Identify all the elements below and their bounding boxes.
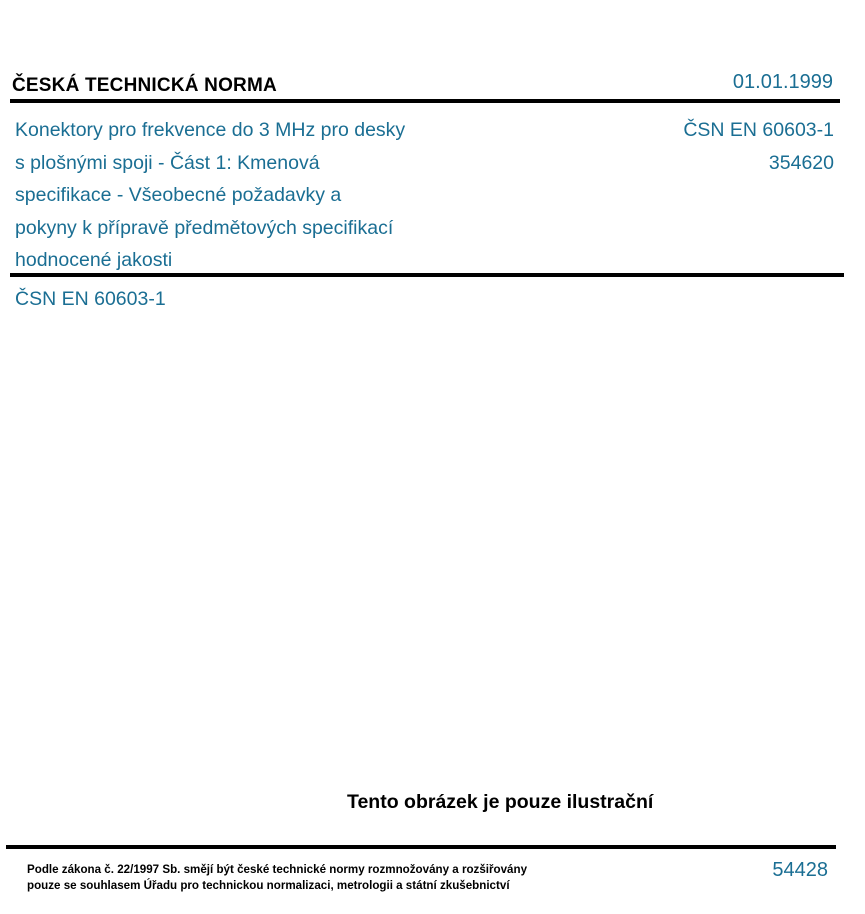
illustration-note: Tento obrázek je pouze ilustrační <box>347 791 654 813</box>
standard-reference: ČSN EN 60603-1 <box>15 288 166 310</box>
document-title-line: pokyny k přípravě předmětových specifikací <box>15 216 394 239</box>
document-title-line: s plošnými spoji - Část 1: Kmenová <box>15 151 320 174</box>
legal-notice <box>27 862 527 893</box>
document-title-line: specifikace - Všeobecné požadavky a <box>15 184 342 206</box>
document-codes <box>683 114 834 179</box>
standard-code: ČSN EN 60603-1 <box>683 119 834 141</box>
catalog-number: 54428 <box>772 859 828 881</box>
title-divider <box>10 273 844 277</box>
norm-date: 01.01.1999 <box>732 71 833 93</box>
norm-header-title: ČESKÁ TECHNICKÁ NORMA <box>12 75 277 96</box>
legal-notice-line: pouze se souhlasem Úřadu pro technickou normalizaci, metrologii a státní zkušebnictví <box>27 878 510 892</box>
header-divider <box>10 99 840 103</box>
legal-notice-line: Podle zákona č. 22/1997 Sb. smějí být české technické normy rozmnožovány a rozšiřovány <box>27 863 528 876</box>
document-title-line: Konektory pro frekvence do 3 MHz pro desky <box>15 119 406 141</box>
document-title <box>15 114 465 277</box>
class-number: 354620 <box>768 151 834 174</box>
document-title-line: hodnocené jakosti <box>15 249 173 271</box>
footer-divider <box>6 845 836 849</box>
